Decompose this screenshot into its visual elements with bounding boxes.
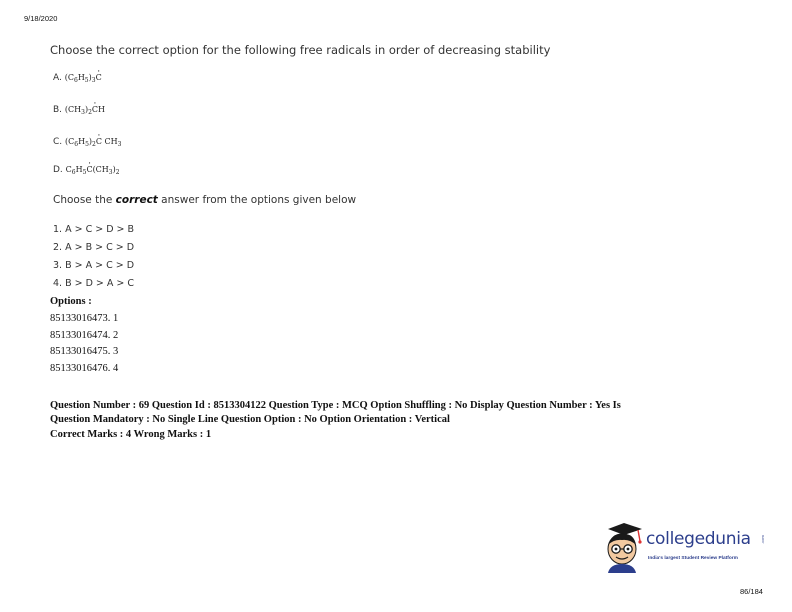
option-id-4: 85133016476. 4 [50, 363, 119, 374]
sequence-4: 4. B > D > A > C [53, 278, 135, 289]
option-c-letter: C. [53, 137, 63, 147]
sequence-2: 2. A > B > C > D [53, 242, 135, 253]
option-d [53, 165, 120, 176]
page-number: 86/184 [740, 587, 763, 596]
mascot-icon [602, 519, 644, 575]
meta-line-1: Question Number : 69 Question Id : 8513304122 Question Type : MCQ Option Shuffling : No Display Question Number : Yes Is [50, 400, 621, 411]
options-heading: Options : [50, 296, 92, 307]
option-b-letter: B. [53, 105, 63, 115]
option-d-letter: D. [53, 165, 63, 175]
option-b-formula: $(CH_3)_2\cdot$ CH [65, 105, 105, 114]
answer-instruction [53, 194, 356, 206]
option-a [53, 73, 102, 84]
question-text: Choose the correct option for the following free radicals in order of decreasing stability [50, 43, 551, 57]
instruction-bold: correct [115, 194, 158, 206]
option-c [53, 137, 121, 148]
option-id-1: 85133016473. 1 [50, 313, 119, 324]
option-d-formula: $C_6H_5\cdot C(CH_3)_2$ [66, 165, 120, 174]
option-id-2: 85133016474. 2 [50, 330, 119, 341]
option-a-letter: A. [53, 73, 62, 83]
option-b [53, 105, 105, 116]
meta-line-2: Question Mandatory : No Single Line Question Option : No Option Orientation : Vertical [50, 414, 450, 425]
instruction-after: answer from the options given below [157, 194, 357, 206]
option-a-formula: $(C_6H_5)_3\cdot C$ [65, 73, 102, 82]
print-date: 9/18/2020 [24, 14, 58, 23]
option-id-3: 85133016475. 3 [50, 346, 119, 357]
logo-tagline: India's largest Student Review Platform [648, 556, 738, 561]
sequence-3: 3. B > A > C > D [53, 260, 135, 271]
instruction-before: Choose the [53, 194, 116, 206]
sequence-1: 1. A > C > D > B [53, 224, 135, 235]
logo-wordmark: collegedunia [646, 529, 751, 549]
logo-suffix: .com [759, 535, 765, 544]
option-c-formula: $(C_6H_5)_2\cdot C$ $CH_3$ [65, 137, 121, 146]
meta-line-3: Correct Marks : 4 Wrong Marks : 1 [50, 429, 212, 440]
